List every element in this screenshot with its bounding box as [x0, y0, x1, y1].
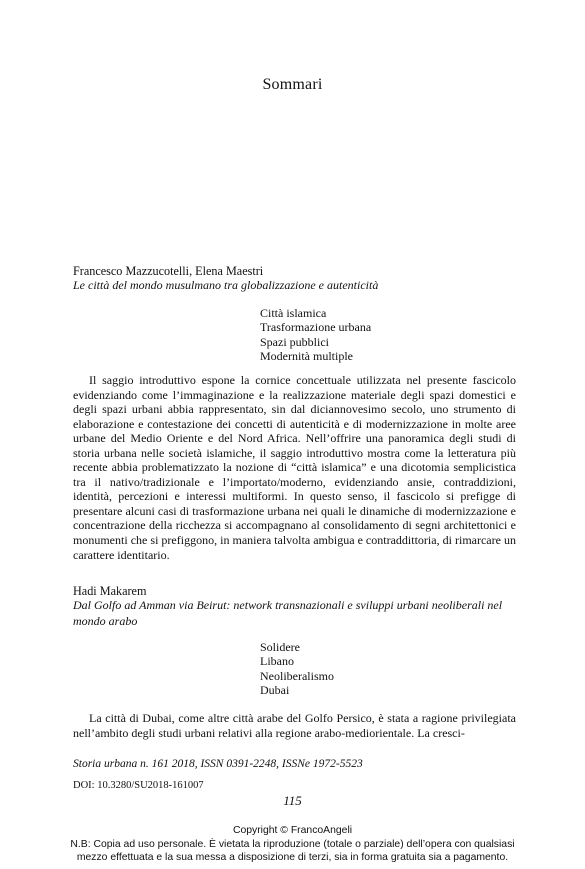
article1-title: Le città del mondo musulmano tra globalizzazione e autenticità: [73, 278, 379, 292]
article1-abstract: Il saggio introduttivo espone la cornice concettuale utilizzata nel presente fascicolo evidenziando come l’immaginazione e la realizzazione materiale degli spazi domestici e degli spazi urbani abbia rappresentato, sin dal diciannovesimo secolo, uno strumento di elaborazione e contestazione dei concetti di autenticità e di modernizzazione in molte aree urbane del Medio Oriente e del Nord Africa. Nell’offrire una panoramica degli studi di storia urbana nelle società islamiche, il saggio introduttivo mostra come la letteratura più recente abbia problematizzato la nozione di “città islamica” e una dicotomia semplicistica tra il nativo/tradizionale e l’importato/moderno, evidenziando ansie, contraddizioni, identità, percezioni e interessi multiformi. In questo senso, il fascicolo si prefigge di presentare alcuni casi di trasformazione urbana nei quali le dinamiche di modernizzazione e concentrazione della ricchezza si accompagnano al consolidamento di segni architettonici e monumenti che si prefiggono, in maniera talvolta ambigua e contraddittoria, di rimarcare un carattere identitario.: [73, 373, 516, 562]
keyword: Modernità multiple: [260, 349, 353, 364]
article2-title: Dal Golfo ad Amman via Beirut: network transnazionali e sviluppi urbani neoliberali nel mondo arabo: [73, 598, 503, 628]
page-title: Sommari: [262, 76, 323, 93]
journal-citation: Storia urbana n. 161 2018, ISSN 0391-2248, ISSNe 1972-5523: [73, 758, 363, 770]
usage-notice-line-2: mezzo effettuata e la sua messa a disposizione di terzi, sia in forma gratuita sia a pagamento.: [76, 852, 509, 863]
article2-abstract-block: [73, 711, 516, 740]
keyword: Libano: [260, 654, 294, 669]
keyword: Solidere: [260, 640, 300, 654]
keyword: Spazi pubblici: [260, 334, 329, 349]
usage-notice-line-1: N.B: Copia ad uso personale. È vietata la riproduzione (totale o parziale) dell’opera con qualsiasi: [70, 839, 515, 850]
article1-abstract-block: [73, 373, 516, 562]
article2-keywords: [260, 640, 334, 698]
keyword: Neoliberalismo: [260, 668, 334, 683]
article2-authors: Hadi Makarem: [73, 584, 147, 598]
copyright-notice: Copyright © FrancoAngeli: [232, 825, 353, 836]
keyword: Trasformazione urbana: [260, 320, 372, 335]
page-number: 115: [283, 793, 302, 808]
article1-authors: Francesco Mazzucotelli, Elena Maestri: [73, 264, 264, 278]
article2-abstract: La città di Dubai, come altre città arabe del Golfo Persico, è stata a ragione privilegiata nell’ambito degli studi urbani relativi alla regione arabo-mediorientale. La cresci-: [73, 711, 516, 740]
keyword: Città islamica: [260, 306, 327, 320]
keyword: Dubai: [260, 683, 290, 698]
doi: DOI: 10.3280/SU2018-161007: [73, 780, 204, 791]
article1-keywords: [260, 306, 371, 364]
